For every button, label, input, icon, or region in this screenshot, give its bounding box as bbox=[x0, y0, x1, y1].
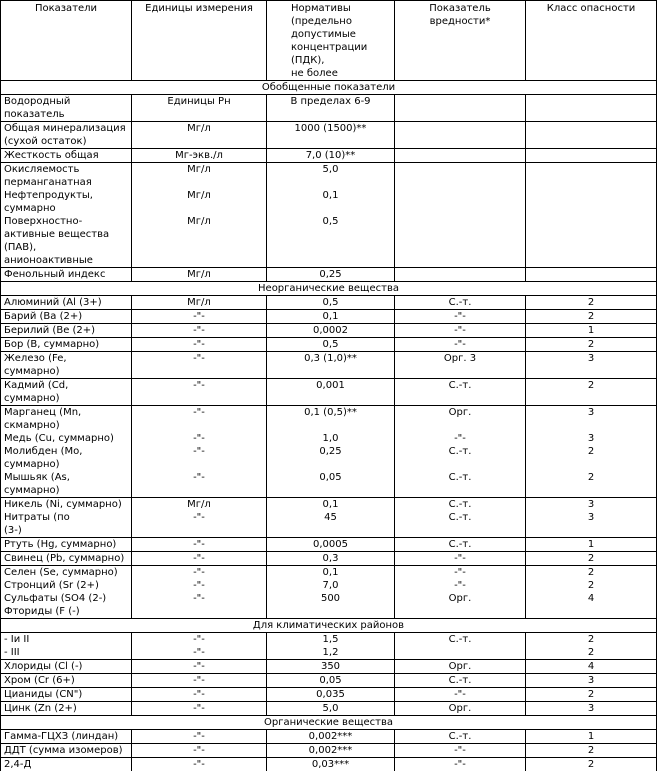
cell-indicator: Цианиды (CN") bbox=[1, 688, 132, 702]
cell-class bbox=[526, 122, 657, 149]
cell-class: 3 3 bbox=[526, 498, 657, 538]
cell-class: 3 3 2 2 bbox=[526, 406, 657, 498]
cell-norm: 0,5 bbox=[267, 338, 395, 352]
cell-norm: 1000 (1500)** bbox=[267, 122, 395, 149]
cell-harm: С.-т. С.-т. bbox=[395, 498, 526, 538]
header-hazard-class: Класс опасности bbox=[526, 1, 657, 81]
table-row-24d bbox=[1, 758, 657, 771]
cell-indicator: ДДТ (сумма изомеров) bbox=[1, 744, 132, 758]
table-row-ph bbox=[1, 95, 657, 122]
cell-norm: 350 bbox=[267, 660, 395, 674]
table-row-lindane bbox=[1, 730, 657, 744]
cell-norm: 0,002*** bbox=[267, 744, 395, 758]
section-row-organic bbox=[1, 716, 657, 730]
cell-norm: 1,5 1,2 bbox=[267, 633, 395, 660]
cell-class: 3 bbox=[526, 674, 657, 688]
table-row-merged-organics bbox=[1, 163, 657, 268]
cell-harm: Орг. -"- С.-т. С.-т. bbox=[395, 406, 526, 498]
cell-harm: -"- bbox=[395, 552, 526, 566]
table-row-cn bbox=[1, 688, 657, 702]
table-row-al bbox=[1, 296, 657, 310]
cell-harm: -"- bbox=[395, 310, 526, 324]
cell-harm: -"- bbox=[395, 688, 526, 702]
cell-unit: -"- bbox=[132, 552, 267, 566]
section-row-climate bbox=[1, 619, 657, 633]
table-row-hardness bbox=[1, 149, 657, 163]
cell-class: 2 bbox=[526, 744, 657, 758]
cell-unit: -"- bbox=[132, 744, 267, 758]
table-row-zn bbox=[1, 702, 657, 716]
cell-class: 2 2 bbox=[526, 633, 657, 660]
table-row-cr bbox=[1, 674, 657, 688]
cell-unit: -"- bbox=[132, 324, 267, 338]
cell-class bbox=[526, 149, 657, 163]
cell-class: 2 bbox=[526, 310, 657, 324]
cell-unit: Единицы Рн bbox=[132, 95, 267, 122]
cell-norm: 5,0 bbox=[267, 702, 395, 716]
cell-indicator: Свинец (Pb, суммарно) bbox=[1, 552, 132, 566]
header-norm: Нормативы (предельно допустимые концентрации (ПДК), не более bbox=[267, 1, 395, 81]
cell-class: 2 bbox=[526, 338, 657, 352]
cell-indicator: Никель (Ni, суммарно) Нитраты (по (3-) bbox=[1, 498, 132, 538]
section-row-inorganic bbox=[1, 282, 657, 296]
cell-indicator: Алюминий (Al (3+) bbox=[1, 296, 132, 310]
table-row-mn-cu-mo-as bbox=[1, 406, 657, 498]
cell-indicator: Водородный показатель bbox=[1, 95, 132, 122]
cell-norm: 0,1 (0,5)** 1,0 0,25 0,05 bbox=[267, 406, 395, 498]
cell-harm: Орг. bbox=[395, 702, 526, 716]
cell-indicator: Берилий (Be (2+) bbox=[1, 324, 132, 338]
cell-class: 3 bbox=[526, 352, 657, 379]
cell-harm: С.-т. bbox=[395, 296, 526, 310]
cell-class: 2 bbox=[526, 552, 657, 566]
cell-norm: 0,3 (1,0)** bbox=[267, 352, 395, 379]
section-title: Для климатических районов bbox=[1, 619, 657, 633]
cell-harm: С.-т. bbox=[395, 674, 526, 688]
cell-norm: 0,035 bbox=[267, 688, 395, 702]
cell-class: 2 2 4 bbox=[526, 566, 657, 619]
cell-norm: 0,03*** bbox=[267, 758, 395, 771]
cell-class: 2 bbox=[526, 688, 657, 702]
cell-harm: С.-т. bbox=[395, 538, 526, 552]
cell-class: 4 bbox=[526, 660, 657, 674]
cell-norm: В пределах 6-9 bbox=[267, 95, 395, 122]
cell-harm: -"- -"- Орг. bbox=[395, 566, 526, 619]
cell-indicator: Гамма-ГЦХЗ (линдан) bbox=[1, 730, 132, 744]
cell-class: 2 bbox=[526, 758, 657, 771]
table-row-mineralization bbox=[1, 122, 657, 149]
cell-harm: С.-т. bbox=[395, 379, 526, 406]
cell-class bbox=[526, 163, 657, 268]
cell-norm: 0,5 bbox=[267, 296, 395, 310]
cell-indicator: Цинк (Zn (2+) bbox=[1, 702, 132, 716]
cell-harm bbox=[395, 122, 526, 149]
table-row-ni-no3 bbox=[1, 498, 657, 538]
cell-unit: Мг/л bbox=[132, 268, 267, 282]
table-row-hg bbox=[1, 538, 657, 552]
table-row-ba bbox=[1, 310, 657, 324]
table-row-ddt bbox=[1, 744, 657, 758]
cell-unit: Мг/л bbox=[132, 296, 267, 310]
cell-harm bbox=[395, 268, 526, 282]
cell-unit: Мг-экв./л bbox=[132, 149, 267, 163]
cell-norm: 0,1 bbox=[267, 310, 395, 324]
cell-harm bbox=[395, 95, 526, 122]
cell-norm: 0,3 bbox=[267, 552, 395, 566]
cell-norm: 0,0005 bbox=[267, 538, 395, 552]
section-title: Неорганические вещества bbox=[1, 282, 657, 296]
cell-class: 1 bbox=[526, 538, 657, 552]
cell-unit: Мг/л Мг/л Мг/л bbox=[132, 163, 267, 268]
cell-indicator: Фенольный индекс bbox=[1, 268, 132, 282]
table-row-climate-regions bbox=[1, 633, 657, 660]
cell-class: 2 bbox=[526, 379, 657, 406]
cell-indicator: - Iи II - III bbox=[1, 633, 132, 660]
cell-indicator: Хлориды (Cl (-) bbox=[1, 660, 132, 674]
table-row-pb bbox=[1, 552, 657, 566]
cell-indicator: Марганец (Mn, скмамрно) Медь (Cu, суммарно) Молибден (Mo, суммарно) Мышьяк (As, суммарно) bbox=[1, 406, 132, 498]
cell-unit: -"- -"- -"- -"- bbox=[132, 406, 267, 498]
cell-norm: 0,05 bbox=[267, 674, 395, 688]
cell-norm: 0,1 45 bbox=[267, 498, 395, 538]
cell-harm bbox=[395, 149, 526, 163]
cell-norm: 5,0 0,1 0,5 bbox=[267, 163, 395, 268]
cell-unit: -"- bbox=[132, 674, 267, 688]
header-harm-indicator: Показатель вредности* bbox=[395, 1, 526, 81]
cell-indicator: Хром (Cr (6+) bbox=[1, 674, 132, 688]
cell-unit: -"- bbox=[132, 538, 267, 552]
cell-class: 1 bbox=[526, 730, 657, 744]
cell-harm: Орг. bbox=[395, 660, 526, 674]
cell-unit: -"- bbox=[132, 338, 267, 352]
cell-harm: С.-т. bbox=[395, 633, 526, 660]
cell-indicator: Жесткость общая bbox=[1, 149, 132, 163]
table-row-phenol bbox=[1, 268, 657, 282]
cell-class: 2 bbox=[526, 296, 657, 310]
cell-unit: -"- bbox=[132, 352, 267, 379]
cell-unit: -"- bbox=[132, 758, 267, 771]
cell-norm: 7,0 (10)** bbox=[267, 149, 395, 163]
cell-unit: Мг/л bbox=[132, 122, 267, 149]
cell-unit: -"- bbox=[132, 702, 267, 716]
header-units: Единицы измерения bbox=[132, 1, 267, 81]
cell-unit: -"- -"- bbox=[132, 633, 267, 660]
table-row-se-sr-so4-f bbox=[1, 566, 657, 619]
cell-unit: -"- bbox=[132, 660, 267, 674]
cell-indicator: Бор (B, суммарно) bbox=[1, 338, 132, 352]
section-row-general bbox=[1, 81, 657, 95]
cell-unit: Мг/л -"- bbox=[132, 498, 267, 538]
table-row-cd bbox=[1, 379, 657, 406]
cell-unit: -"- -"- -"- bbox=[132, 566, 267, 619]
cell-harm: -"- bbox=[395, 744, 526, 758]
cell-unit: -"- bbox=[132, 730, 267, 744]
cell-indicator: Селен (Se, суммарно) Стронций (Sr (2+) Сульфаты (SO4 (2-) Фториды (F (-) bbox=[1, 566, 132, 619]
cell-harm bbox=[395, 163, 526, 268]
cell-unit: -"- bbox=[132, 310, 267, 324]
table-row-be bbox=[1, 324, 657, 338]
cell-norm: 0,002*** bbox=[267, 730, 395, 744]
cell-class: 3 bbox=[526, 702, 657, 716]
cell-indicator: Кадмий (Cd, суммарно) bbox=[1, 379, 132, 406]
cell-harm: С.-т. bbox=[395, 730, 526, 744]
cell-norm: 0,1 7,0 500 bbox=[267, 566, 395, 619]
table-row-b bbox=[1, 338, 657, 352]
cell-indicator: Железо (Fe, суммарно) bbox=[1, 352, 132, 379]
cell-class: 1 bbox=[526, 324, 657, 338]
cell-unit: -"- bbox=[132, 379, 267, 406]
section-title: Органические вещества bbox=[1, 716, 657, 730]
cell-indicator: Ртуть (Hg, суммарно) bbox=[1, 538, 132, 552]
cell-unit: -"- bbox=[132, 688, 267, 702]
table-row-cl bbox=[1, 660, 657, 674]
cell-harm: Орг. 3 bbox=[395, 352, 526, 379]
cell-indicator: Общая минерализация (сухой остаток) bbox=[1, 122, 132, 149]
cell-norm: 0,001 bbox=[267, 379, 395, 406]
cell-indicator: Окисляемость перманганатная Нефтепродукты, суммарно Поверхностно- активные вещества (ПАВ), анионоактивные bbox=[1, 163, 132, 268]
section-title: Обобщенные показатели bbox=[1, 81, 657, 95]
cell-indicator: Барий (Ba (2+) bbox=[1, 310, 132, 324]
cell-indicator: 2,4-Д bbox=[1, 758, 132, 771]
cell-class bbox=[526, 268, 657, 282]
cell-harm: -"- bbox=[395, 324, 526, 338]
cell-norm: 0,25 bbox=[267, 268, 395, 282]
cell-norm: 0,0002 bbox=[267, 324, 395, 338]
cell-harm: -"- bbox=[395, 758, 526, 771]
cell-class bbox=[526, 95, 657, 122]
header-row bbox=[1, 1, 657, 81]
table-row-fe bbox=[1, 352, 657, 379]
header-indicator: Показатели bbox=[1, 1, 132, 81]
cell-harm: -"- bbox=[395, 338, 526, 352]
